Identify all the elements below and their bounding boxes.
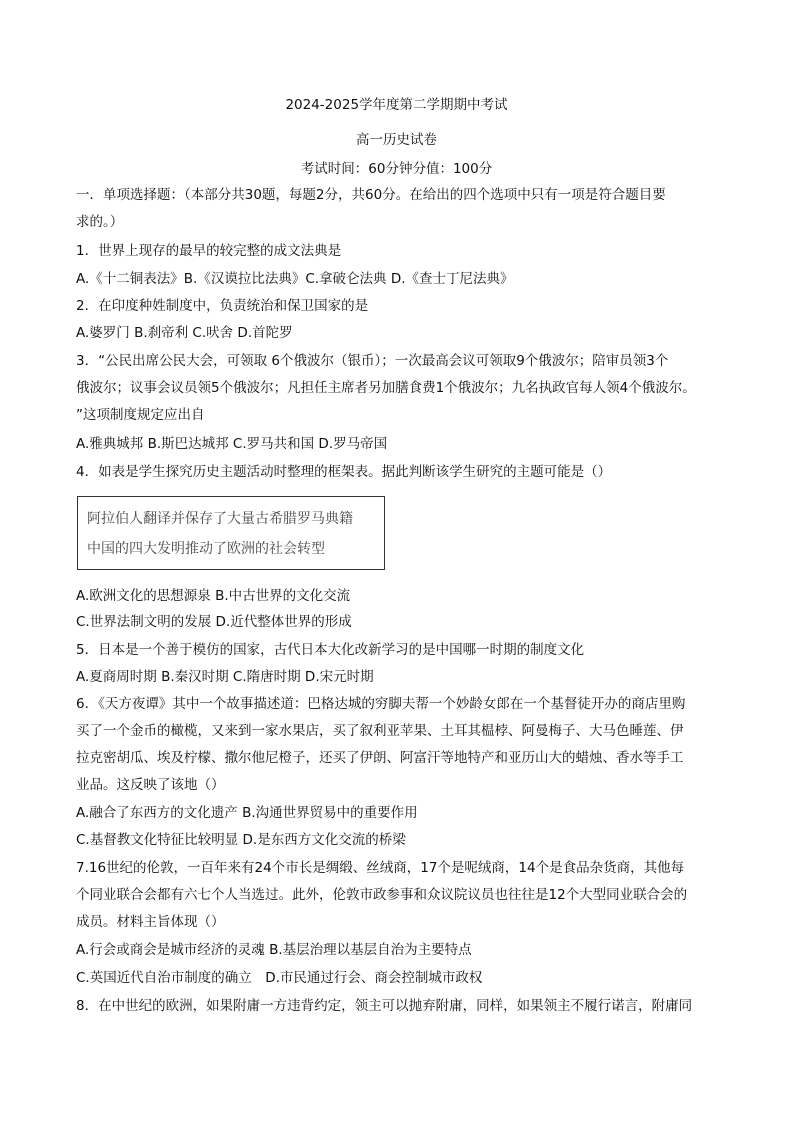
material-line: 中国的四大发明推动了欧洲的社会转型 xyxy=(87,541,325,557)
question-options: A.《十二铜表法》B.《汉谟拉比法典》C.拿破仑法典 D.《查士丁尼法典》 xyxy=(76,271,514,287)
exam-subtitle: 高一历史试卷 xyxy=(356,132,437,148)
question-stem: 3．“公民出席公民大会，可领取 6个俄波尔（银币）；一次最高会议可领取9个俄波尔；陪审员领3个 xyxy=(76,353,669,369)
question-options: A.欧洲文化的思想源泉 B.中古世界的文化交流 xyxy=(76,588,351,604)
question-stem: ”这项制度规定应出自 xyxy=(76,407,205,423)
question-options: A.行会或商会是城市经济的灵魂 B.基层治理以基层自治为主要特点 xyxy=(76,942,472,958)
question-stem: 6．《天方夜谭》其中一个故事描述道：巴格达城的穷脚夫帮一个妙龄女郎在一个基督徒开办的商店里购 xyxy=(76,696,686,712)
question-options: C.英国近代自治市制度的确立 D.市民通过行会、商会控制城市政权 xyxy=(76,970,483,986)
question-stem: 俄波尔；议事会议员领5个俄波尔；凡担任主席者另加膳食费1个俄波尔；九名执政官每人领4个俄波尔。 xyxy=(76,380,696,396)
question-stem: 1．世界上现存的最早的较完整的成文法典是 xyxy=(76,243,342,259)
question-stem: 买了一个金币的橄榄，又来到一家水果店，买了叙利亚苹果、土耳其榅桲、阿曼梅子、大马色睡莲、伊 xyxy=(76,723,684,739)
section-instruction: 一．单项选择题：（本部分共30题，每题2分，共60分。在给出的四个选项中只有一项是符合题目要 xyxy=(76,187,666,203)
section-instruction-cont: 求的。） xyxy=(76,214,124,230)
question-options: C.基督教文化特征比较明显 D.是东西方文化交流的桥梁 xyxy=(76,832,406,848)
question-stem: 7.16世纪的伦敦，一百年来有24个市长是绸缎、丝绒商，17个是呢绒商，14个是食品杂货商，其他每 xyxy=(76,860,685,876)
question-options: A.雅典城邦 B.斯巴达城邦 C.罗马共和国 D.罗马帝国 xyxy=(76,436,388,452)
question-stem: 8．在中世纪的欧洲，如果附庸一方违背约定，领主可以抛弃附庸，同样，如果领主不履行诺言，附庸同 xyxy=(76,998,693,1014)
exam-title: 2024-2025学年度第二学期期中考试 xyxy=(285,97,508,113)
question-options: C.世界法制文明的发展 D.近代整体世界的形成 xyxy=(76,614,352,630)
question-stem: 成员。材料主旨体现（） xyxy=(76,914,225,930)
question-stem: 拉克密胡瓜、埃及柠檬、撒尔他尼橙子，还买了伊朗、阿富汗等地特产和亚历山大的蜡烛、香水等手工 xyxy=(76,750,684,766)
material-table xyxy=(77,496,385,570)
question-stem: 5．日本是一个善于模仿的国家，古代日本大化改新学习的是中国哪一时期的制度文化 xyxy=(76,642,585,658)
question-options: A.夏商周时期 B.秦汉时期 C.隋唐时期 D.宋元时期 xyxy=(76,669,374,685)
question-stem: 4．如表是学生探究历史主题活动时整理的框架表。据此判断该学生研究的主题可能是（） xyxy=(76,464,612,480)
exam-meta: 考试时间：60分钟分值：100分 xyxy=(300,161,493,177)
material-line: 阿拉伯人翻译并保存了大量古希腊罗马典籍 xyxy=(87,511,353,527)
question-stem: 2．在印度种姓制度中，负责统治和保卫国家的是 xyxy=(76,298,369,314)
question-stem: 业品。这反映了该地（） xyxy=(76,777,225,793)
question-stem: 个同业联合会都有六七个人当选过。此外，伦敦市政参事和众议院议员也往往是12个大型同业联合会的 xyxy=(76,887,688,903)
question-options: A.融合了东西方的文化遗产 B.沟通世界贸易中的重要作用 xyxy=(76,805,418,821)
question-options: A.婆罗门 B.刹帝利 C.吠舍 D.首陀罗 xyxy=(76,325,293,341)
